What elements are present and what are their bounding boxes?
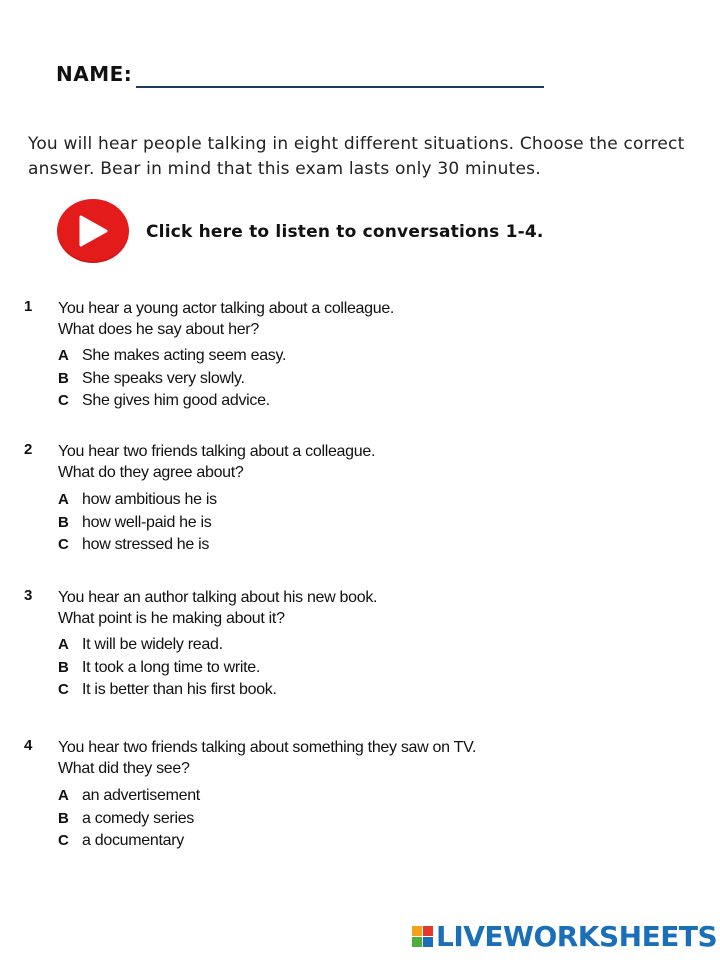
question-stem-line: You hear two friends talking about a colleague.: [58, 443, 376, 460]
name-label: NAME:: [56, 62, 133, 86]
play-icon: [78, 215, 108, 247]
options-list: [58, 636, 277, 704]
question-stem-line: You hear an author talking about his new book.: [58, 589, 378, 606]
option-text: It took a long time to write.: [82, 658, 261, 676]
option-letter: A: [58, 347, 69, 364]
options-list: [58, 491, 217, 559]
listen-link[interactable]: Click here to listen to conversations 1-4.: [146, 222, 544, 242]
option-a[interactable]: [58, 347, 286, 370]
question-stem-line: You hear two friends talking about something they saw on TV.: [58, 739, 477, 756]
options-list: [58, 787, 200, 855]
option-letter: C: [58, 536, 69, 553]
option-letter: B: [58, 369, 69, 387]
option-letter: A: [58, 787, 69, 804]
question-stem-line: What does he say about her?: [58, 321, 259, 338]
option-text: She gives him good advice.: [82, 392, 270, 409]
option-c[interactable]: [58, 392, 286, 415]
option-text: It will be widely read.: [82, 636, 223, 653]
option-b[interactable]: [58, 514, 217, 537]
option-letter: B: [58, 513, 69, 531]
option-text: She speaks very slowly.: [82, 369, 245, 387]
question-number: 4: [24, 737, 33, 754]
option-letter: B: [58, 809, 69, 827]
question-number: 3: [24, 587, 33, 604]
question-number: 2: [24, 441, 33, 458]
option-text: how ambitious he is: [82, 491, 217, 508]
option-c[interactable]: [58, 681, 277, 704]
option-a[interactable]: [58, 491, 217, 514]
option-c[interactable]: [58, 536, 217, 559]
option-b[interactable]: [58, 810, 200, 833]
question-stem: [58, 298, 394, 340]
option-a[interactable]: [58, 636, 277, 659]
option-a[interactable]: [58, 787, 200, 810]
logo-text: LIVEWORKSHEETS: [436, 920, 718, 953]
question-stem-line: You hear a young actor talking about a colleague.: [58, 300, 395, 317]
question-stem-line: What point is he making about it?: [58, 610, 285, 627]
option-c[interactable]: [58, 832, 200, 855]
question-stem: [58, 587, 377, 629]
question-stem-line: What do they agree about?: [58, 464, 244, 481]
option-text: a comedy series: [82, 809, 194, 827]
question-stem-line: What did they see?: [58, 760, 190, 777]
option-letter: C: [58, 681, 69, 698]
option-letter: C: [58, 832, 69, 849]
instructions-text: You will hear people talking in eight different situations. Choose the correct answer. Bear in mind that this exam lasts only 30 minutes.: [28, 134, 685, 179]
option-letter: B: [58, 658, 69, 676]
logo-mark-icon: [412, 926, 433, 947]
option-letter: C: [58, 392, 69, 409]
option-text: how stressed he is: [82, 536, 210, 553]
name-row: [56, 62, 132, 86]
play-button[interactable]: [57, 199, 129, 263]
name-input[interactable]: [136, 60, 548, 88]
option-letter: A: [58, 636, 69, 653]
liveworksheets-logo[interactable]: [412, 920, 717, 953]
option-text: an advertisement: [82, 787, 200, 804]
question-number: 1: [24, 298, 33, 315]
question-stem: [58, 441, 375, 483]
option-text: She makes acting seem easy.: [82, 347, 287, 364]
name-underline: [136, 86, 544, 88]
option-b[interactable]: [58, 370, 286, 393]
option-text: It is better than his first book.: [82, 681, 277, 698]
option-b[interactable]: [58, 659, 277, 682]
option-text: how well-paid he is: [82, 513, 212, 531]
option-text: a documentary: [82, 832, 184, 849]
question-stem: [58, 737, 476, 779]
option-letter: A: [58, 491, 69, 508]
options-list: [58, 347, 286, 415]
